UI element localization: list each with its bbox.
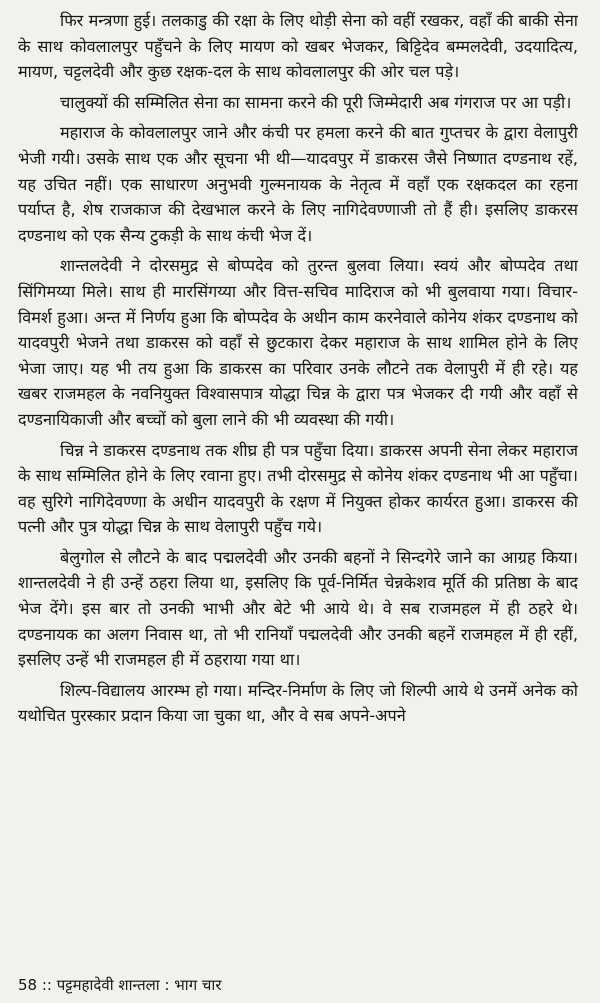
page-body [18,8,578,968]
paragraph: चिन्न ने डाकरस दण्डनाथ तक शीघ्र ही पत्र पहुँचा दिया। डाकरस अपनी सेना लेकर महाराज के साथ सम्मिलित होने के लिए रवाना हुए। तभी दोरसमुद्र से कोनेय शंकर दण्डनाथ भी आ पहुँचा। वह सुरिगे नागिदेवण्णा के अधीन यादवपुरी के रक्षण में नियुक्त होकर कार्यरत हुआ। डाकरस की पत्नी और पुत्र योद्धा चिन्न के साथ वेलापुरी पहुँच गये। [18,440,578,537]
paragraph: शान्तलदेवी ने दोरसमुद्र से बोप्पदेव को तुरन्त बुलवा लिया। स्वयं और बोप्पदेव तथा सिंगिमय्या मिले। साथ ही मारसिंगय्या और वित्त-सचिव मादिराज को भी बुलवाया गया। विचार-विमर्श हुआ। अन्त में निर्णय हुआ कि बोप्पदेव के अधीन काम करनेवाले कोनेय शंकर दण्डनाथ को यादवपुरी भेजने तथा डाकरस को वहाँ से छुटकारा देकर महाराज के साथ शामिल होने के लिए भेजा जाए। यह भी तय हुआ कि डाकरस का परिवार उनके लौटने तक वेलापुरी में ही रहे। यह खबर राजमहल के नवनियुक्त विश्वासपात्र योद्धा चिन्न के द्वारा पत्र भेजकर दी गयी और वहाँ से दण्डनायिकाजी और बच्चों को बुला लाने की भी व्यवस्था की गयी। [18,256,578,429]
paragraph: महाराज के कोवलालपुर जाने और कंची पर हमला करने की बात गुप्तचर के द्वारा वेलापुरी भेजी गयी। उसके साथ एक और सूचना भी थी—यादवपुर में डाकरस जैसे निष्णात दण्डनाथ रहें, यह उचित नहीं। एक साधारण अनुभवी गुल्मनायक के नेतृत्व में वहाँ एक रक्षकदल का रहना पर्याप्त है, शेष राजकाज की देखभाल करने के लिए नागिदेवण्णाजी तो हैं ही। इसलिए डाकरस दण्डनाथ को एक सैन्य टुकड़ी के साथ कंची भेज दें। [18,123,578,245]
paragraph: बेलुगोल से लौटने के बाद पद्मलदेवी और उनकी बहनों ने सिन्दगेरे जाने का आग्रह किया। शान्तलदेवी ने ही उन्हें ठहरा लिया था, इसलिए कि पूर्व-निर्मित चेन्नकेशव मूर्ति की प्रतिष्ठा के बाद भेज देंगे। इस बार तो उनकी भाभी और बेटे भी आये थे। वे सब राजमहल में ही ठहरे थे। दण्डनायक का अलग निवास था, तो भी रानियाँ पद्मलदेवी और उनकी बहनें राजमहल में ही रहीं, इसलिए उन्हें भी राजमहल ही में ठहराया गया था। [18,547,578,670]
paragraph: फिर मन्त्रणा हुई। तलकाडु की रक्षा के लिए थोड़ी सेना को वहीं रखकर, वहाँ की बाकी सेना के साथ कोवलालपुर पहुँचने के लिए मायण को खबर भेजकर, बिट्टिदेव बम्मलदेवी, उदयादित्य, मायण, चट्टलदेवी और कुछ रक्षक-दल के साथ कोवलालपुर की ओर चल पड़े। [18,11,578,82]
paragraph: चालुक्यों की सम्मिलित सेना का सामना करने की पूरी जिम्मेदारी अब गंगराज पर आ पड़ी। [60,92,572,112]
page-footer: 58 :: पट्टमहादेवी शान्तला : भाग चार [18,976,222,994]
paragraph: शिल्प-विद्यालय आरम्भ हो गया। मन्दिर-निर्माण के लिए जो शिल्पी आये थे उनमें अनेक को यथोचित पुरस्कार प्रदान किया जा चुका था, और वे सब अपने-अपने [18,680,578,726]
